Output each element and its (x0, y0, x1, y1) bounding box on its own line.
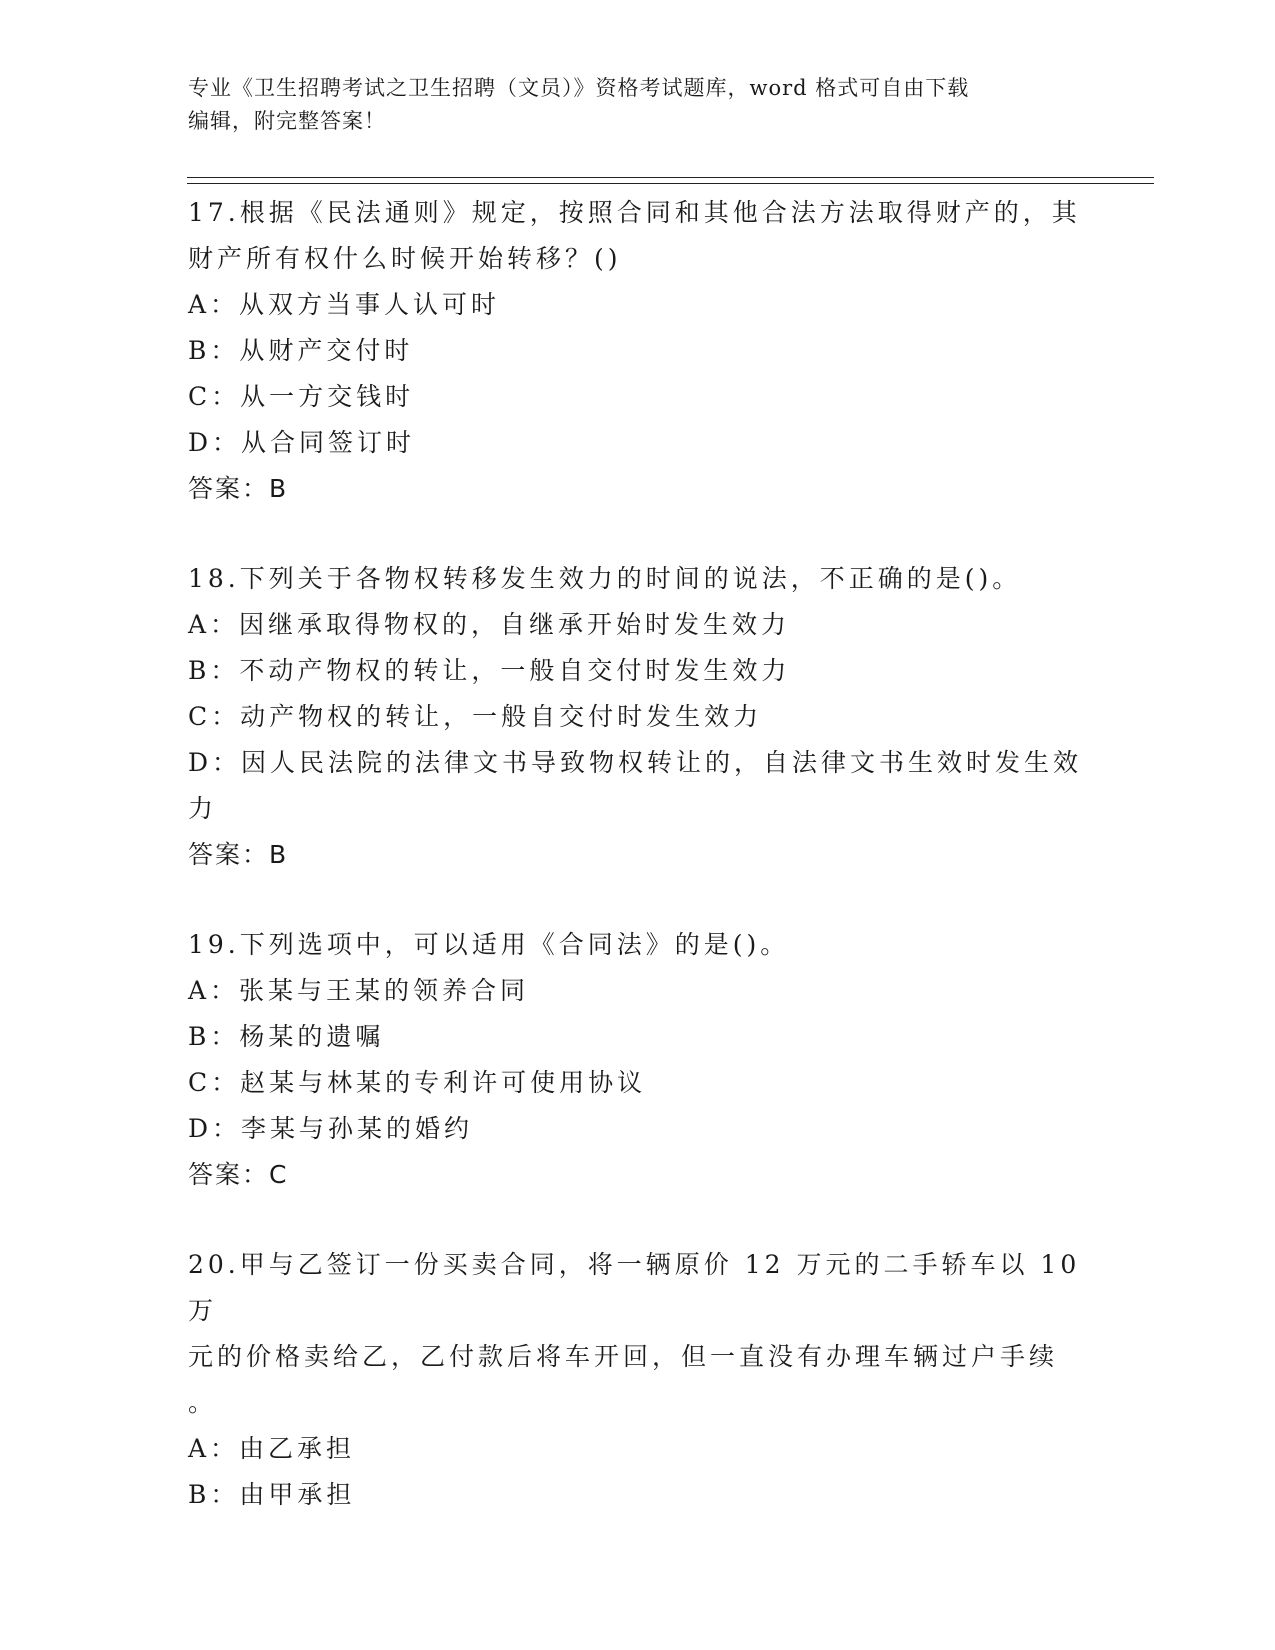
option-d: D：因人民法院的法律文书导致物权转让的，自法律文书生效时发生效 (188, 748, 1083, 777)
question-stem-line: 元的价格卖给乙，乙付款后将车开回，但一直没有办理车辆过户手续 (188, 1342, 1059, 1371)
option-b: B：从财产交付时 (188, 336, 414, 365)
question-20 (188, 1242, 1088, 1518)
answer: 答案：C (188, 1160, 289, 1189)
question-stem-line: 财产所有权什么时候开始转移？() (188, 244, 622, 273)
question-stem-line: 17.根据《民法通则》规定，按照合同和其他合法方法取得财产的，其 (188, 198, 1081, 227)
option-d: D：从合同签订时 (188, 428, 416, 457)
question-stem-line: 18.下列关于各物权转移发生效力的时间的说法，不正确的是()。 (188, 564, 1022, 593)
option-c: C：从一方交钱时 (188, 382, 415, 411)
question-list (188, 190, 1088, 1562)
question-stem-line: 20.甲与乙签订一份买卖合同，将一辆原价 12 万元的二手轿车以 10 万 (188, 1250, 1081, 1325)
option-b: B：由甲承担 (188, 1480, 356, 1509)
option-a: A：因继承取得物权的，自继承开始时发生效力 (188, 610, 791, 639)
option-a: A：从双方当事人认可时 (188, 290, 501, 319)
question-stem-line: 。 (188, 1388, 218, 1417)
option-d-continued: 力 (188, 794, 218, 823)
header-line-2: 编辑，附完整答案！ (188, 109, 386, 133)
header-line-1: 专业《卫生招聘考试之卫生招聘（文员）》资格考试题库，word 格式可自由下载 (188, 76, 970, 100)
option-a: A：由乙承担 (188, 1434, 356, 1463)
option-b: B：杨某的遗嘱 (188, 1022, 385, 1051)
header-divider-top (187, 177, 1154, 178)
question-stem-line: 19.下列选项中，可以适用《合同法》的是()。 (188, 930, 790, 959)
option-b: B：不动产物权的转让，一般自交付时发生效力 (188, 656, 791, 685)
header-divider-bottom (187, 183, 1154, 184)
question-18 (188, 556, 1088, 878)
answer: 答案：B (188, 474, 289, 503)
option-a: A：张某与王某的领养合同 (188, 976, 530, 1005)
question-17 (188, 190, 1088, 512)
option-c: C：动产物权的转让，一般自交付时发生效力 (188, 702, 763, 731)
option-c: C：赵某与林某的专利许可使用协议 (188, 1068, 647, 1097)
document-header (188, 72, 1088, 138)
answer: 答案：B (188, 840, 289, 869)
option-d: D：李某与孙某的婚约 (188, 1114, 474, 1143)
question-19 (188, 922, 1088, 1198)
